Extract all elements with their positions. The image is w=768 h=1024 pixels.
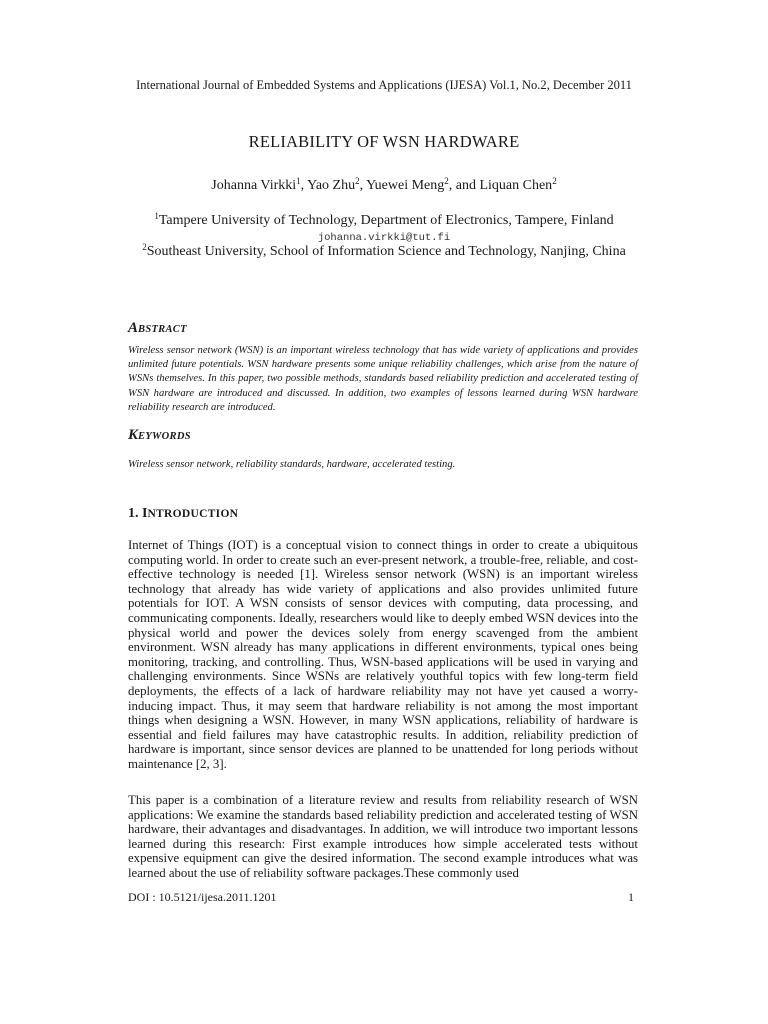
affiliation-2 xyxy=(0,244,768,260)
author-affiliation-mark: 2 xyxy=(444,176,449,186)
heading-rest: NTRODUCTION xyxy=(147,508,239,520)
paper-title: RELIABILITY OF WSN HARDWARE xyxy=(248,132,520,151)
author-affiliation-mark: 1 xyxy=(296,176,301,186)
author-name: Yuewei Meng xyxy=(366,178,445,193)
affiliation-mark: 1 xyxy=(154,211,159,221)
page-number: 1 xyxy=(628,890,634,904)
author-list xyxy=(0,178,768,194)
affiliation-text: Southeast University, School of Information Science and Technology, Nanjing, China xyxy=(146,244,626,259)
heading-rest: BSTRACT xyxy=(138,324,187,335)
author-separator: , xyxy=(359,178,367,193)
abstract-text: Wireless sensor network (WSN) is an important wireless technology that has wide variety of applications and provides unlimited future potentials. WSN hardware presents some unique reliability challenges, which arise from the nature of WSNs themselves. In this paper, two possible methods, standards based reliability prediction and accelerated testing of WSN hardware are introduced and discussed. In addition, two examples of lessons learned during WSN hardware reliability research are introduced. xyxy=(128,345,638,413)
keywords-heading xyxy=(128,427,191,444)
affiliation-text: Tampere University of Technology, Department of Electronics, Tampere, Finland xyxy=(158,213,614,228)
abstract-heading xyxy=(128,320,187,337)
heading-initial: 1. I xyxy=(128,506,148,521)
author-name: Johanna Virkki xyxy=(211,178,297,193)
heading-initial: A xyxy=(128,320,139,336)
affiliation-mark: 2 xyxy=(142,242,147,252)
keywords-text: Wireless sensor network, reliability standards, hardware, accelerated testing. xyxy=(128,459,456,470)
author-affiliation-mark: 2 xyxy=(552,176,557,186)
heading-rest: EYWORDS xyxy=(138,431,191,442)
heading-initial: K xyxy=(128,427,139,443)
introduction-heading xyxy=(128,506,238,522)
body-paragraph: This paper is a combination of a literature review and results from reliability research of WSN applications: We examine the standards based reliability prediction and accelerated testing of WSN hardware, their advantages and disadvantages. In addition, we will introduce two important lessons learned during this research: First example introduces how simple accelerated tests without expensive equipment can give the desired information. The second example introduces what was learned about the use of reliability software packages.These commonly used xyxy=(128,793,638,880)
author-name: Liquan Chen xyxy=(479,178,553,193)
author-email: johanna.virkki@tut.fi xyxy=(317,232,451,244)
author-affiliation-mark: 2 xyxy=(355,176,360,186)
author-separator: , and xyxy=(448,178,480,193)
doi-footer: DOI : 10.5121/ijesa.2011.1201 xyxy=(128,890,277,904)
author-separator: , xyxy=(300,178,308,193)
body-paragraph: Internet of Things (IOT) is a conceptual vision to connect things in order to create a ubiquitous computing world. In order to create such an ever-present network, a trouble-free, reliable, and cost-effective technology is needed [1]. Wireless sensor network (WSN) is an important wireless technology that already has wide variety of applications and also provides unlimited future potentials for IOT. A WSN consists of sensor devices with computing, data processing, and communicating components. Ideally, researchers would like to deeply embed WSN devices into the physical world and power the devices solely from energy scavenged from the ambient environment. WSN already has many applications in different environments, typical ones being monitoring, tracking, and controlling. Thus, WSN-based applications will be used in varying and challenging environments. Since WSNs are relatively youthful topics with few long-term field deployments, the effects of a lack of hardware reliability may not have yet caused a worry-inducing impact. Thus, it may seem that hardware reliability is not among the most important things when designing a WSN. However, in many WSN applications, reliability of hardware is essential and field failures may have catastrophic results. In addition, reliability prediction of hardware is important, since sensor devices are planned to be unattended for long periods without maintenance [2, 3]. xyxy=(128,538,638,771)
author-name: Yao Zhu xyxy=(307,178,356,193)
journal-header: International Journal of Embedded Systems and Applications (IJESA) Vol.1, No.2, December 2011 xyxy=(136,78,632,92)
affiliation-1 xyxy=(0,213,768,229)
